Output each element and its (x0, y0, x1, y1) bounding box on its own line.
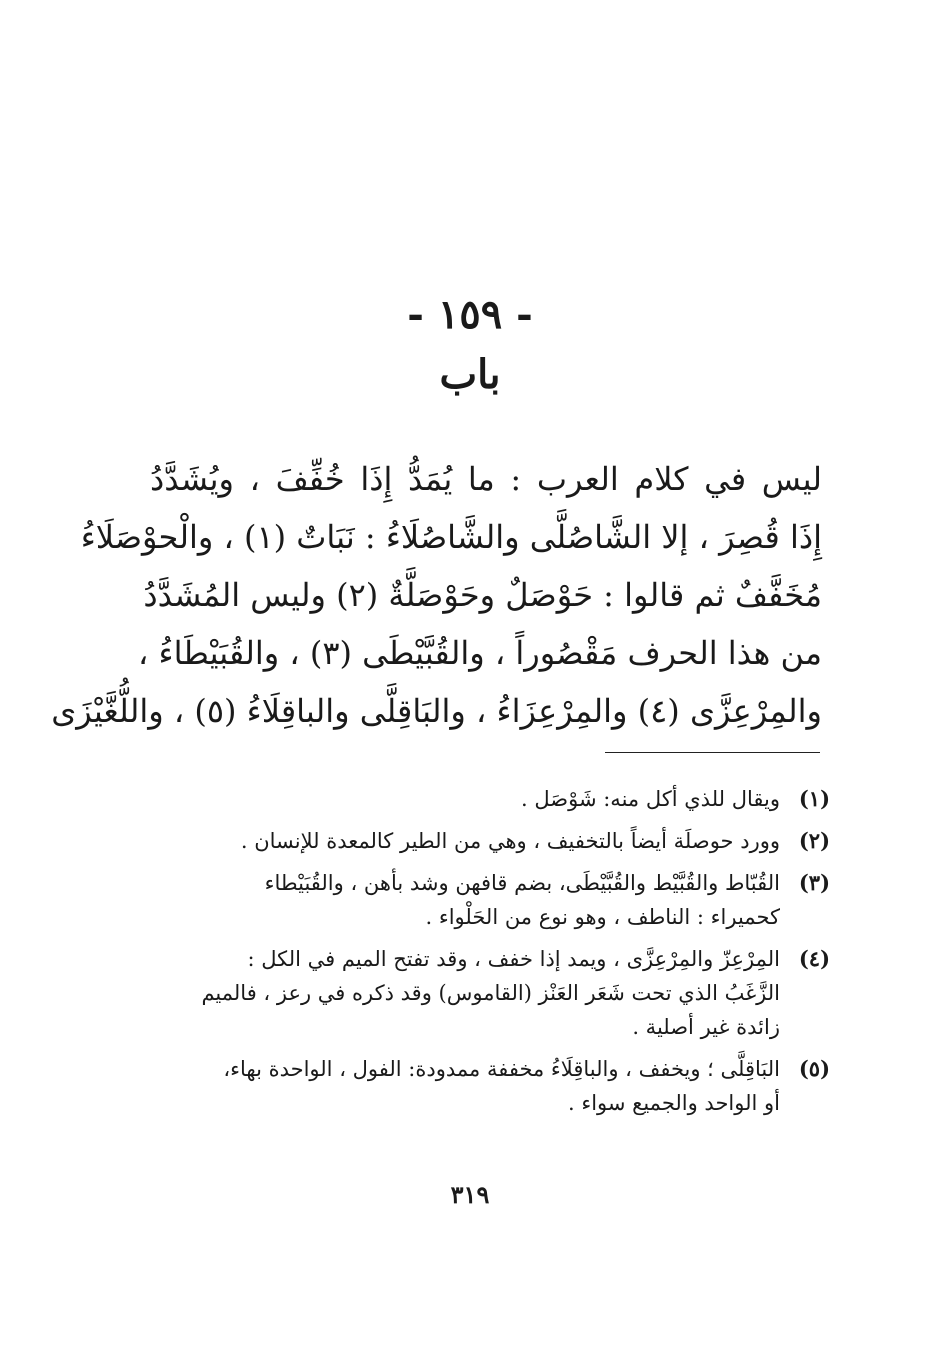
footnote-line: القُبّاط والقُبَّيْط والقُبَّيْطَى، بضم قافهن وشد بأهن ، والقُبَيْطاء (264, 871, 780, 895)
footnote-4 (150, 942, 830, 1044)
footnote-number: (١) (798, 786, 830, 811)
footnote-line: كحميراء : الناطف ، وهو نوع من الحَلْواء . (425, 905, 780, 929)
footnote-line: وورد حوصلَة أيضاً بالتخفيف ، وهي من الطير كالمعدة للإنسان . (240, 829, 780, 853)
footnote-line: ويقال للذي أكل منه: شَوْصَل . (521, 787, 780, 811)
footnote-line: أو الواحد والجميع سواء . (567, 1091, 780, 1115)
page-number: ٣١٩ (450, 1180, 490, 1209)
main-text-line: مُخَفَّفٌ ثم قالوا : حَوْصَلٌ وحَوْصَلَّةٌ (٢) وليس المُشَدَّدُ (143, 576, 822, 614)
footnote-5 (150, 1052, 830, 1120)
footnote-number: (٤) (798, 946, 830, 971)
footnote-body (150, 782, 780, 816)
footnote-line: الزَّغَبُ الذي تحت شَعَر العَنْز (القاموس) وقد ذكره في رعز ، فالميم (201, 981, 780, 1005)
footnote-body (150, 866, 780, 934)
footnote-number: (٣) (798, 870, 830, 895)
footnote-1 (150, 782, 830, 816)
main-text-line: إِذَا قُصِرَ ، إلا الشَّاصُلَّى والشَّاصُلَاءُ : نَبَاتٌ (١) ، والْحوْصَلَاءُ (80, 518, 822, 556)
main-text (51, 450, 822, 740)
footnote-line: المِرْعِزّ والمِرْعِزَّى ، ويمد إذا خفف ، وقد تفتح الميم في الكل : (247, 947, 780, 971)
footnote-3 (150, 866, 830, 934)
footnote-line: البَاقِلَّى ؛ ويخفف ، والباقِلَاءُ مخففة ممدودة: الفول ، الواحدة بهاء، (223, 1057, 780, 1081)
footnote-2 (150, 824, 830, 858)
footnote-number: (٥) (798, 1056, 830, 1081)
main-text-line: والمِرْعِزَّى (٤) والمِرْعِزَاءُ ، والبَاقِلَّى والباقِلَاءُ (٥) ، واللُّغَّيْزَى (51, 692, 822, 730)
footnotes (150, 782, 830, 1128)
footnote-body (150, 824, 780, 858)
main-text-line: ليس في كلام العرب : ما يُمَدُّ إِذَا خُفِّفَ ، ويُشَدَّدُ (150, 460, 822, 498)
footnote-separator (605, 752, 820, 753)
chapter-title: باب (439, 351, 501, 398)
footnote-number: (٢) (798, 828, 830, 853)
main-text-line: من هذا الحرف مَقْصُوراً ، والقُبَّيْطَى (٣) ، والقُبَيْطَاءُ ، (138, 634, 822, 672)
chapter-number: - ١٥٩ - (407, 291, 533, 338)
footnote-line: زائدة غير أصلية . (632, 1015, 780, 1039)
footnote-body (150, 1052, 780, 1120)
footnote-body (150, 942, 780, 1044)
